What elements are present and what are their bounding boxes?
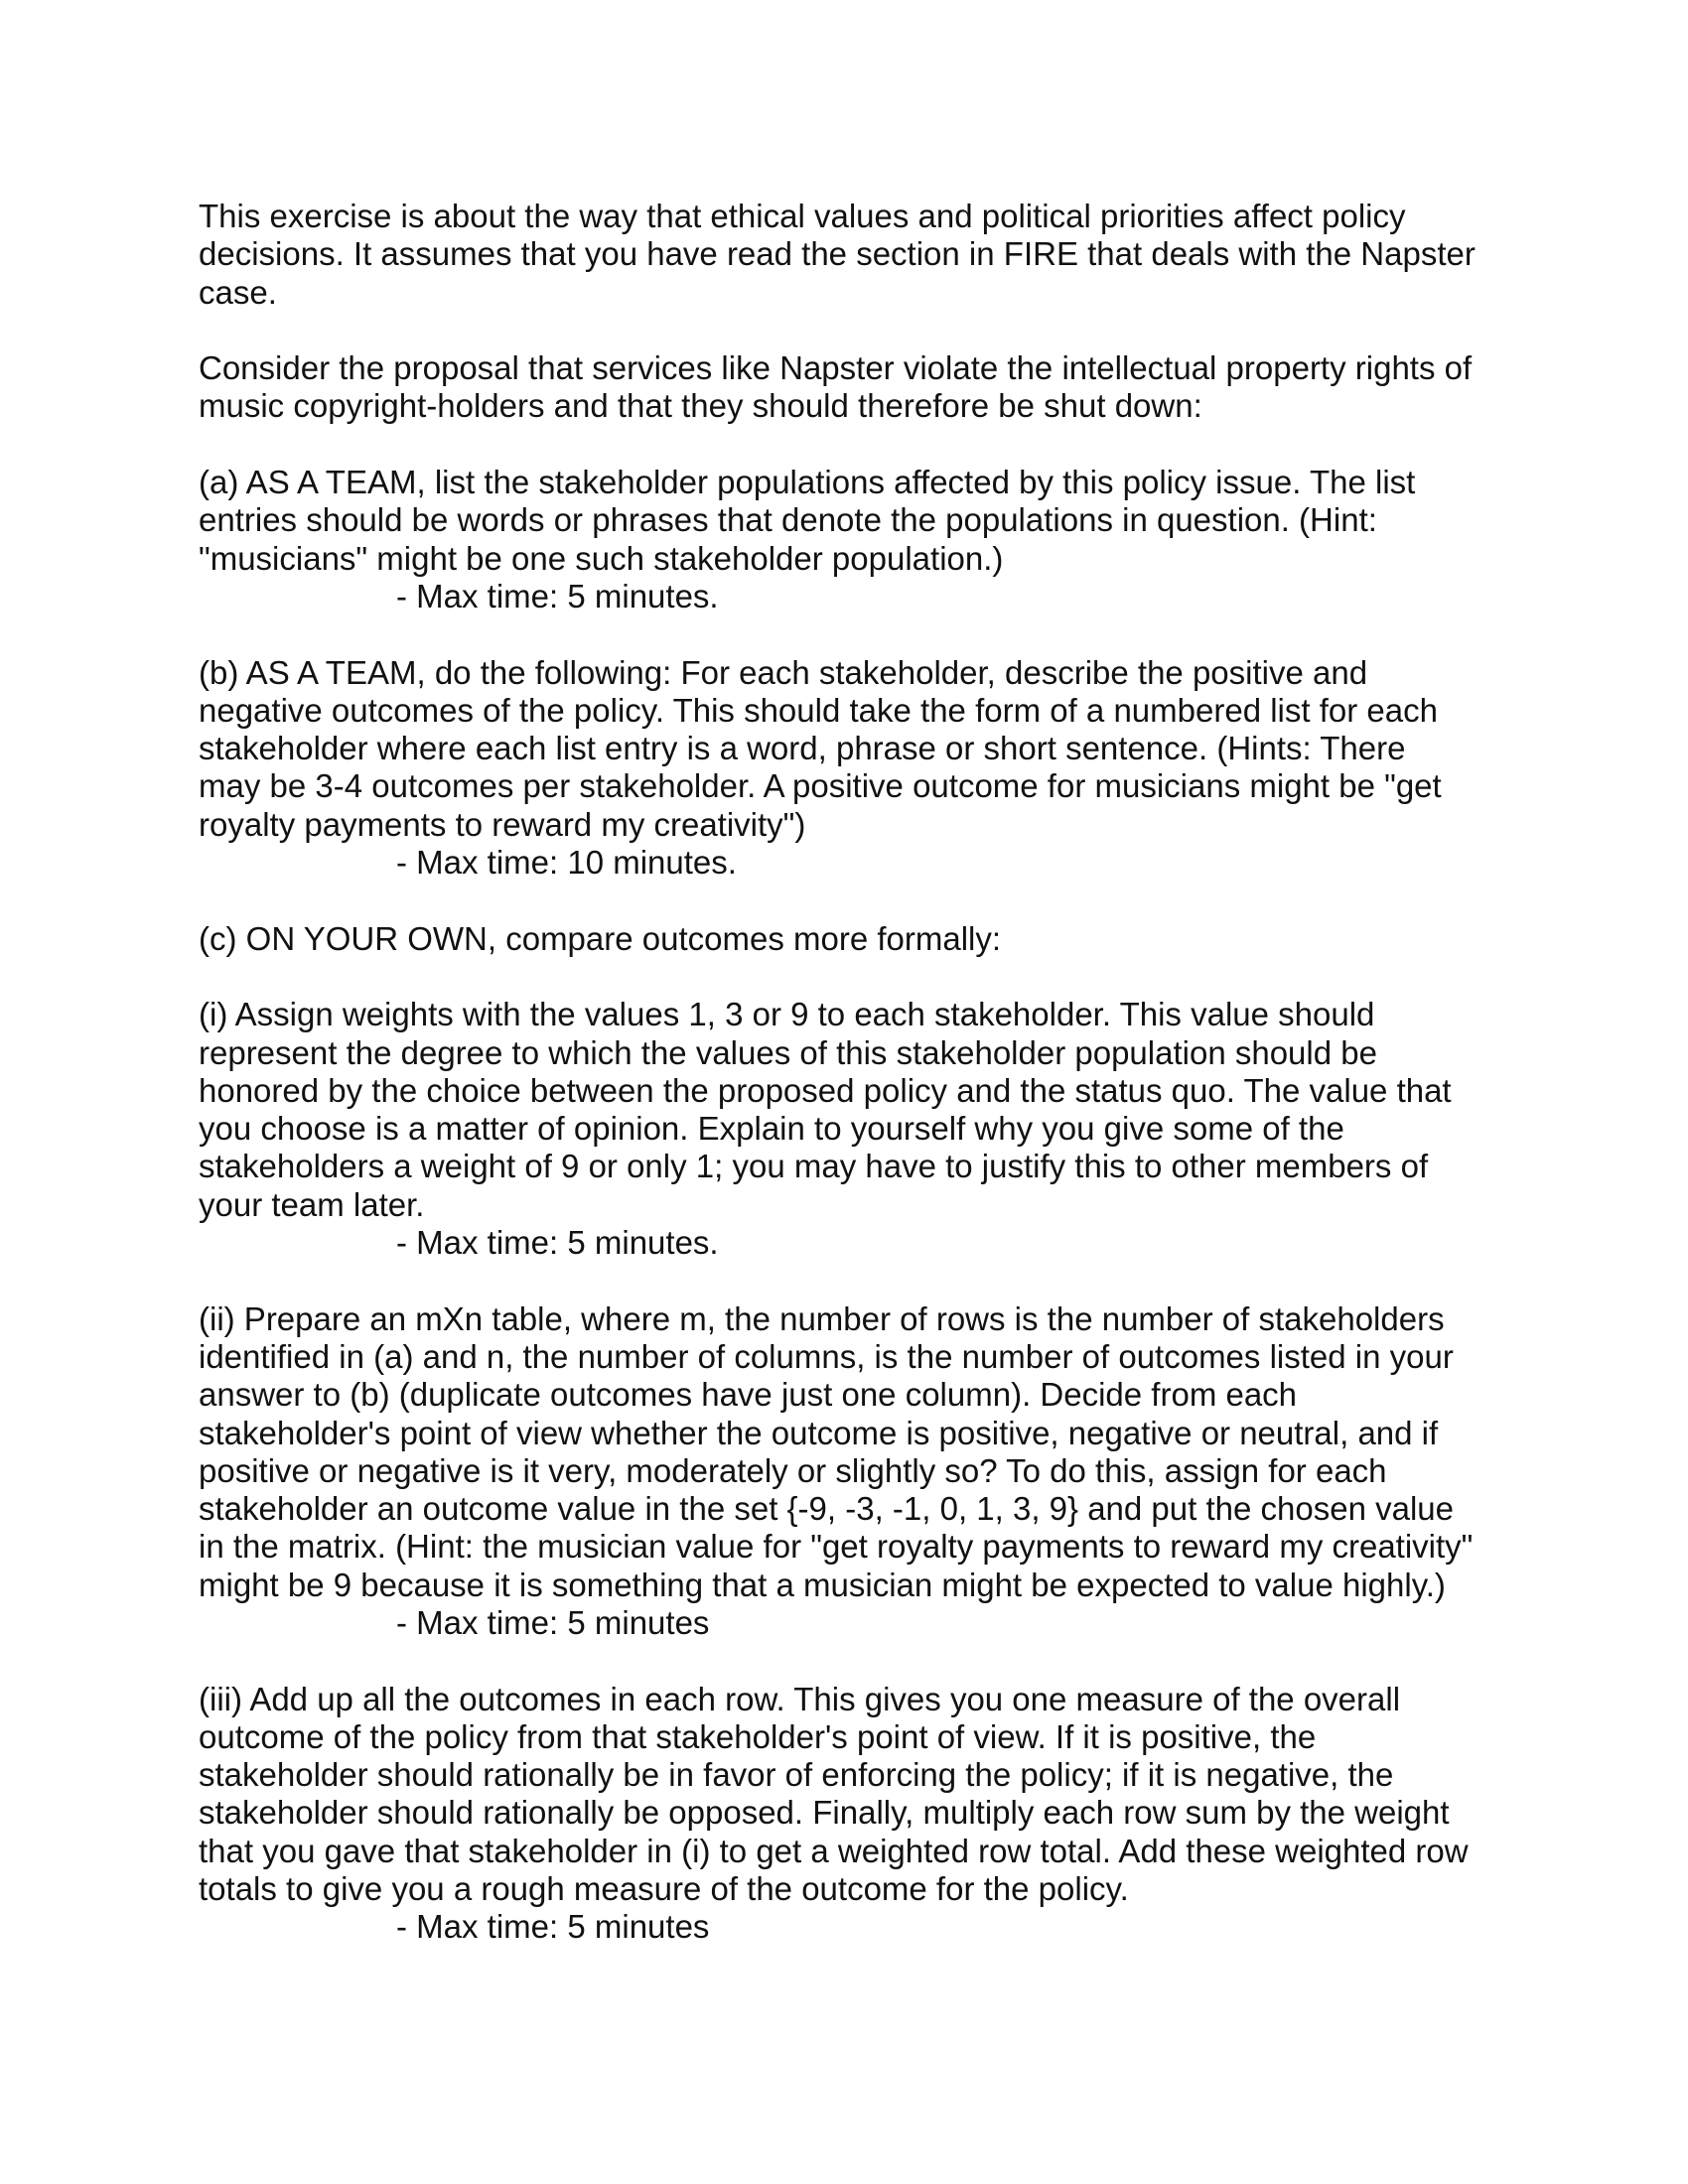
- text-line: case.: [199, 273, 277, 311]
- text-line: in the matrix. (Hint: the musician value for "get royalty payments to reward my creativity": [199, 1528, 1474, 1566]
- text-line: totals to give you a rough measure of the outcome for the policy.: [199, 1870, 1129, 1908]
- text-line: represent the degree to which the values of this stakeholder population should be: [199, 1033, 1377, 1071]
- text-line: (i) Assign weights with the values 1, 3 or 9 to each stakeholder. This value should: [199, 996, 1375, 1033]
- text-line: outcome of the policy from that stakeholder's point of view. If it is positive, the: [199, 1717, 1317, 1755]
- paragraph-proposal: [199, 349, 1489, 426]
- max-time-note: - Max time: 5 minutes: [396, 1603, 710, 1641]
- text-line: identified in (a) and n, the number of columns, is the number of outcomes listed in your: [199, 1337, 1454, 1375]
- text-line: stakeholder where each list entry is a word, phrase or short sentence. (Hints: There: [199, 730, 1406, 767]
- paragraph-part-c: [199, 920, 1489, 958]
- text-line: that you gave that stakeholder in (i) to get a weighted row total. Add these weighted row: [199, 1832, 1469, 1869]
- paragraph-part-c-iii: [199, 1681, 1489, 1947]
- max-time-note: - Max time: 5 minutes.: [396, 1224, 719, 1262]
- text-line: positive or negative is it very, moderately or slightly so? To do this, assign for each: [199, 1451, 1387, 1489]
- max-time-note: - Max time: 5 minutes.: [396, 577, 719, 614]
- text-line: stakeholder an outcome value in the set {-9, -3, -1, 0, 1, 3, 9} and put the chosen value: [199, 1490, 1454, 1528]
- text-line: stakeholder should rationally be in favor of enforcing the policy; if it is negative, the: [199, 1756, 1394, 1794]
- paragraph-part-b: [199, 654, 1489, 883]
- text-line: Consider the proposal that services like Napster violate the intellectual property rights of: [199, 349, 1473, 387]
- max-time-note: - Max time: 10 minutes.: [396, 844, 737, 882]
- text-line: (a) AS A TEAM, list the stakeholder populations affected by this policy issue. The list: [199, 464, 1416, 501]
- text-line: (ii) Prepare an mXn table, where m, the number of rows is the number of stakeholders: [199, 1299, 1445, 1337]
- paragraph-part-c-ii: [199, 1300, 1489, 1643]
- text-line: (c) ON YOUR OWN, compare outcomes more formally:: [199, 919, 1002, 957]
- text-line: stakeholder's point of view whether the outcome is positive, negative or neutral, and if: [199, 1414, 1439, 1451]
- paragraph-part-c-i: [199, 996, 1489, 1262]
- text-line: decisions. It assumes that you have read the section in FIRE that deals with the Napster: [199, 235, 1476, 273]
- text-line: you choose is a matter of opinion. Explain to yourself why you give some of the: [199, 1110, 1344, 1148]
- text-line: negative outcomes of the policy. This should take the form of a numbered list for each: [199, 691, 1438, 729]
- text-line: music copyright-holders and that they should therefore be shut down:: [199, 387, 1202, 425]
- text-line: (b) AS A TEAM, do the following: For each stakeholder, describe the positive and: [199, 653, 1368, 691]
- text-line: your team later.: [199, 1185, 425, 1223]
- paragraph-intro: [199, 198, 1489, 312]
- text-line: "musicians" might be one such stakeholder population.): [199, 539, 1004, 577]
- text-line: honored by the choice between the proposed policy and the status quo. The value that: [199, 1071, 1452, 1109]
- text-line: This exercise is about the way that ethical values and political priorities affect policy: [199, 198, 1406, 234]
- text-line: may be 3-4 outcomes per stakeholder. A positive outcome for musicians might be "get: [199, 767, 1442, 805]
- text-line: might be 9 because it is something that a musician might be expected to value highly.): [199, 1566, 1446, 1603]
- text-line: answer to (b) (duplicate outcomes have just one column). Decide from each: [199, 1376, 1298, 1414]
- text-line: stakeholder should rationally be opposed. Finally, multiply each row sum by the weight: [199, 1794, 1450, 1832]
- text-line: royalty payments to reward my creativity"): [199, 805, 806, 843]
- text-line: entries should be words or phrases that denote the populations in question. (Hint:: [199, 501, 1377, 539]
- document-body: [199, 198, 1489, 1984]
- max-time-note: - Max time: 5 minutes: [396, 1908, 710, 1946]
- text-line: stakeholders a weight of 9 or only 1; you may have to justify this to other members of: [199, 1148, 1429, 1185]
- text-line: (iii) Add up all the outcomes in each row. This gives you one measure of the overall: [199, 1680, 1401, 1717]
- paragraph-part-a: [199, 464, 1489, 615]
